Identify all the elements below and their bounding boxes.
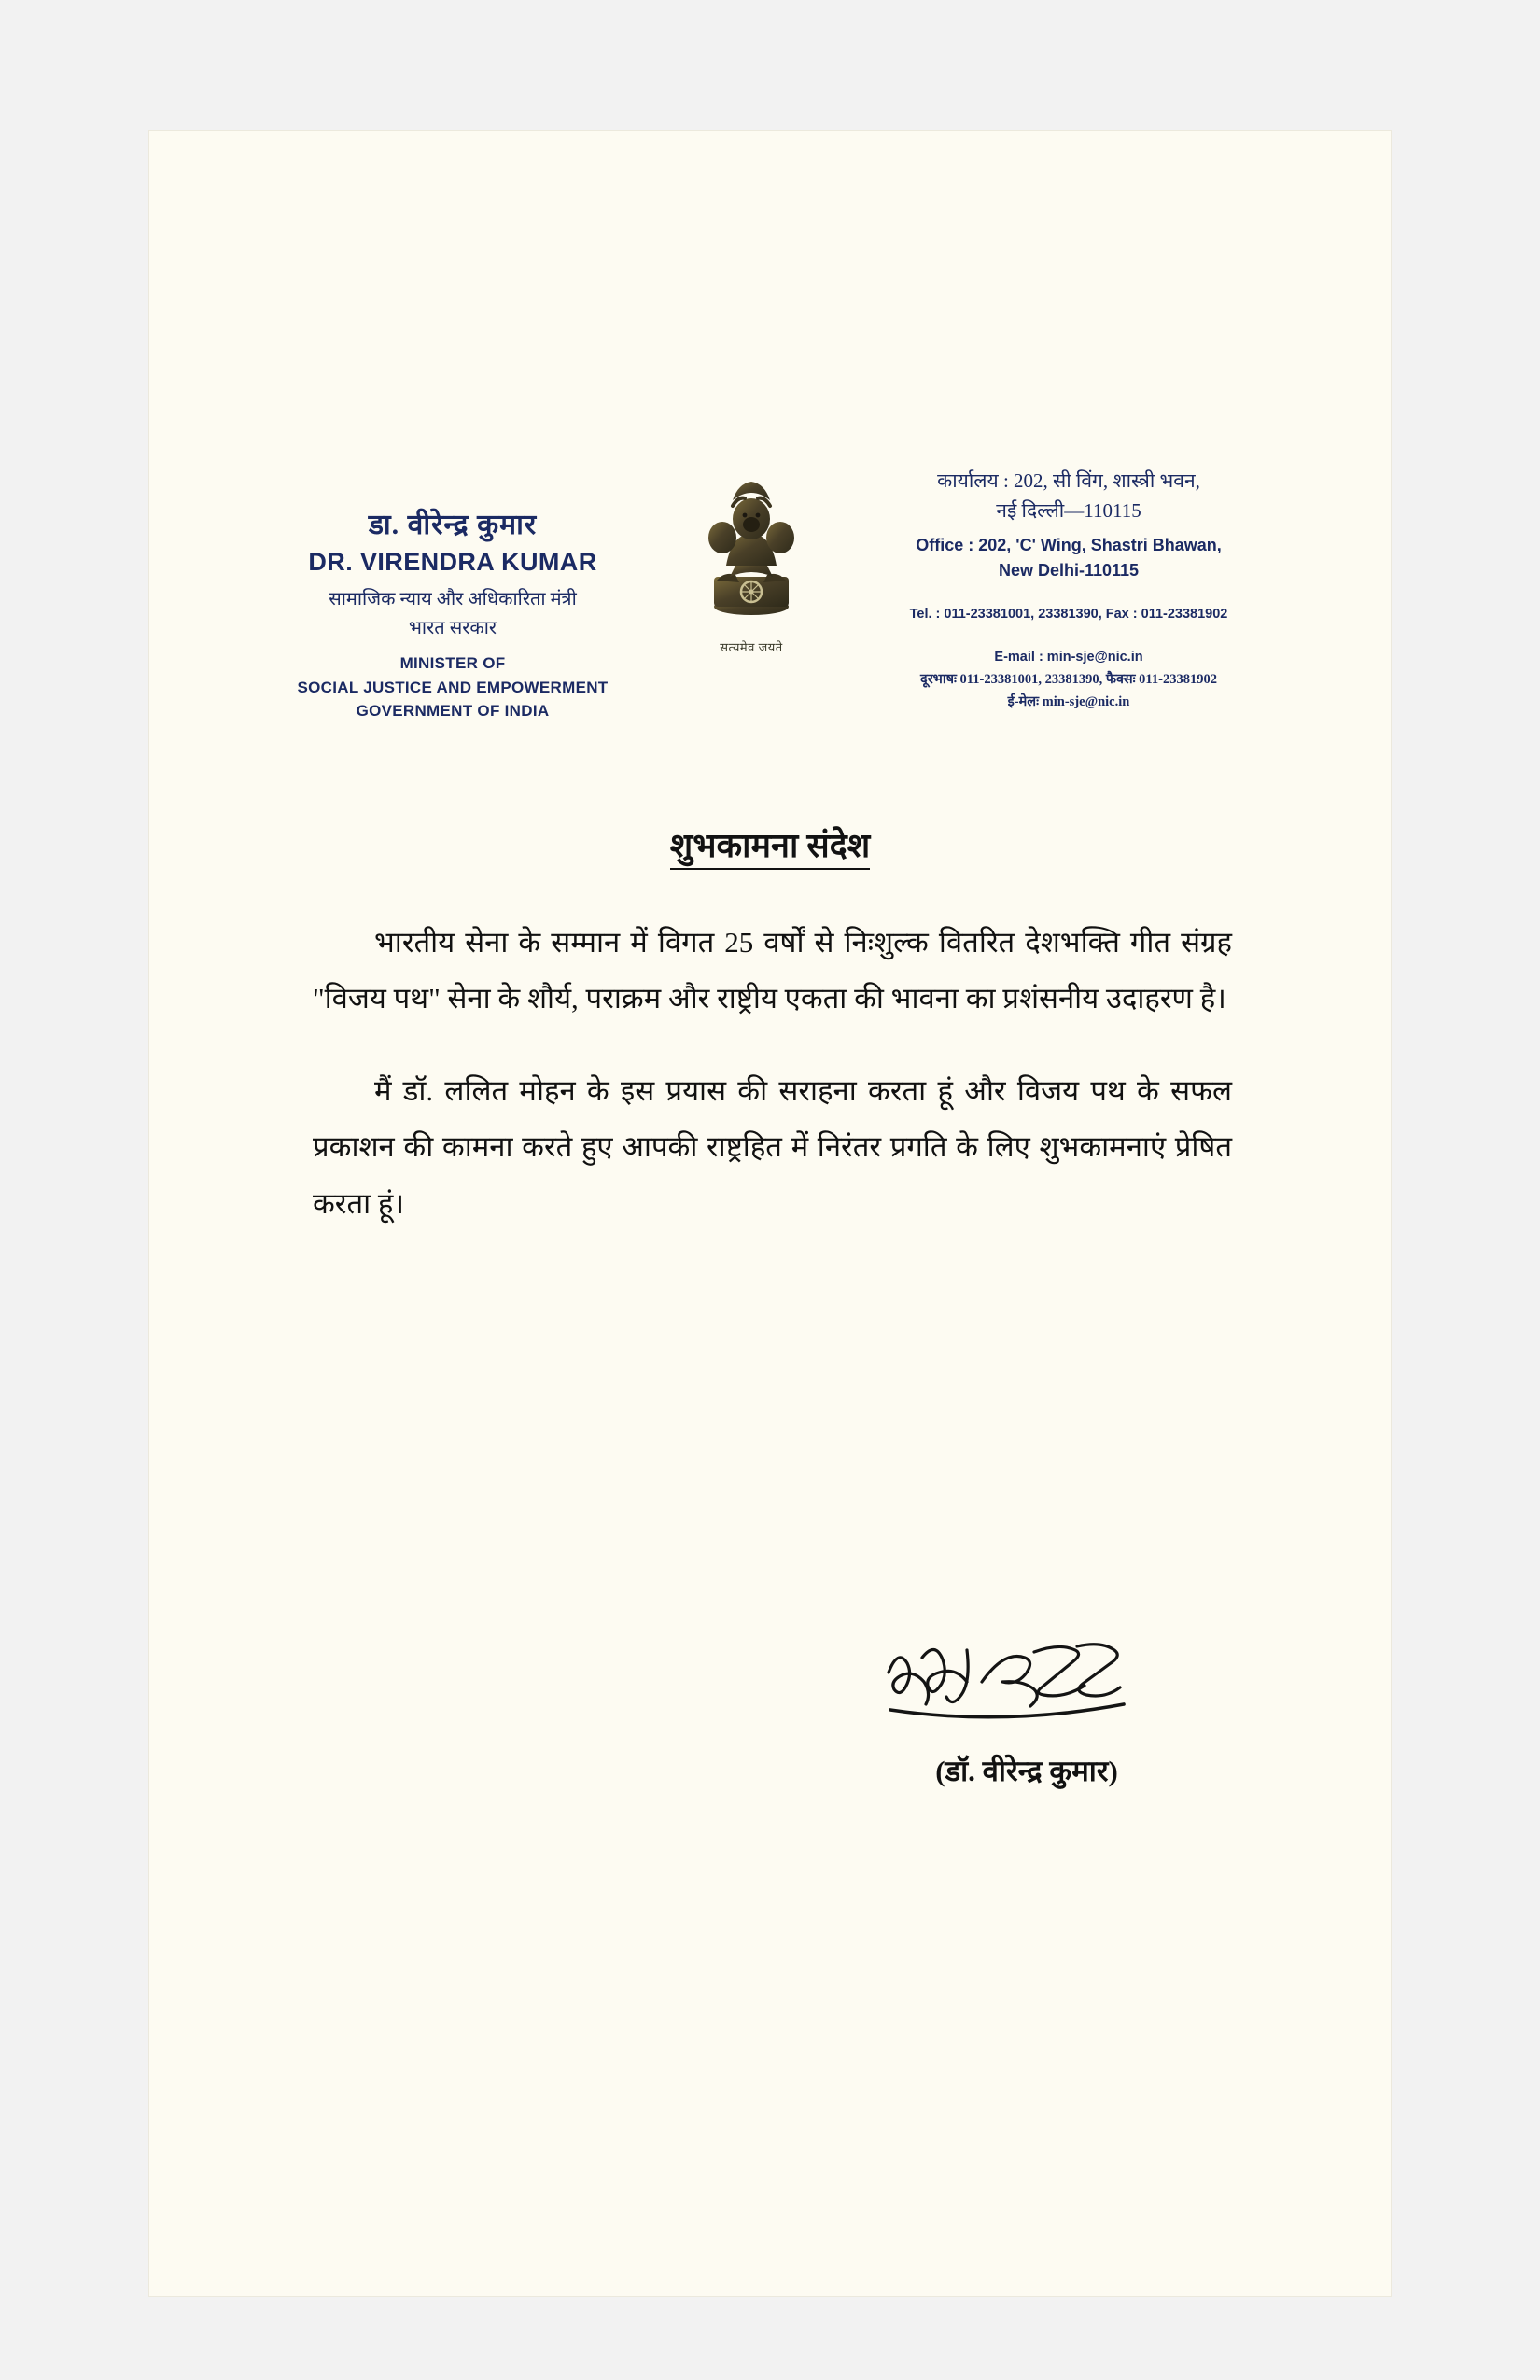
- contact-telephone-english: Tel. : 011-23381001, 23381390, Fax : 011-23381902: [909, 607, 1228, 622]
- designation-english-line2: SOCIAL JUSTICE AND EMPOWERMENT: [297, 678, 609, 696]
- address-english-line1: Office : 202, 'C' Wing, Shastri Bhawan,: [916, 536, 1222, 554]
- signature-block: [831, 1624, 1223, 1790]
- sender-name-english: DR. VIRENDRA KUMAR: [308, 548, 597, 576]
- designation-english-line1: MINISTER OF: [399, 654, 506, 672]
- document-body: [313, 915, 1232, 1267]
- contact-email-hindi: ई-मेलः min-sje@nic.in: [1007, 693, 1130, 709]
- letterhead: [149, 457, 1391, 723]
- designation-hindi-line1: सामाजिक न्याय और अधिकारिता मंत्री: [329, 589, 577, 609]
- document-title: [149, 821, 1391, 867]
- body-paragraph-2: मैं डॉ. ललित मोहन के इस प्रयास की सराहना करता हूं और विजय पथ के सफल प्रकाशन की कामना करते हुए आपकी राष्ट्रहित में निरंतर प्रगति के लिए शुभकामनाएं प्रेषित करता हूं।: [313, 1073, 1232, 1220]
- contact-telephone-hindi: दूरभाषः 011-23381001, 23381390, फैक्सः 011-23381902: [920, 671, 1217, 687]
- emblem-motto: सत्यमेव जयते: [720, 640, 783, 654]
- address-hindi-line1: कार्यालय : 202, सी विंग, शास्त्री भवन,: [937, 469, 1200, 492]
- letterhead-sender-block: [252, 457, 653, 723]
- state-emblem-of-india-icon: [681, 457, 821, 635]
- letterhead-emblem-block: [653, 457, 849, 655]
- handwritten-signature-icon: [831, 1624, 1223, 1745]
- body-paragraph-1: भारतीय सेना के सम्मान में विगत 25 वर्षों से निःशुल्क वितरित देशभक्ति गीत संग्रह "विजय पथ" सेना के शौर्य, पराक्रम और राष्ट्रीय एकता की भावना का प्रशंसनीय उदाहरण है।: [313, 926, 1232, 1015]
- sender-name-hindi: डा. वीरेन्द्र कुमार: [368, 510, 538, 540]
- document-title-text: शुभकामना संदेश: [670, 827, 871, 870]
- letter-page: [149, 131, 1391, 2296]
- designation-english-line3: GOVERNMENT OF INDIA: [356, 702, 550, 720]
- contact-email-english: E-mail : min-sje@nic.in: [994, 649, 1143, 665]
- address-english-line2: New Delhi-110115: [998, 561, 1140, 580]
- letterhead-address-block: [849, 457, 1288, 714]
- designation-hindi-line2: भारत सरकार: [408, 618, 497, 638]
- address-hindi-line2: नई दिल्ली—110115: [996, 498, 1141, 522]
- signatory-name: (डॉ. वीरेन्द्र कुमार): [935, 1755, 1118, 1787]
